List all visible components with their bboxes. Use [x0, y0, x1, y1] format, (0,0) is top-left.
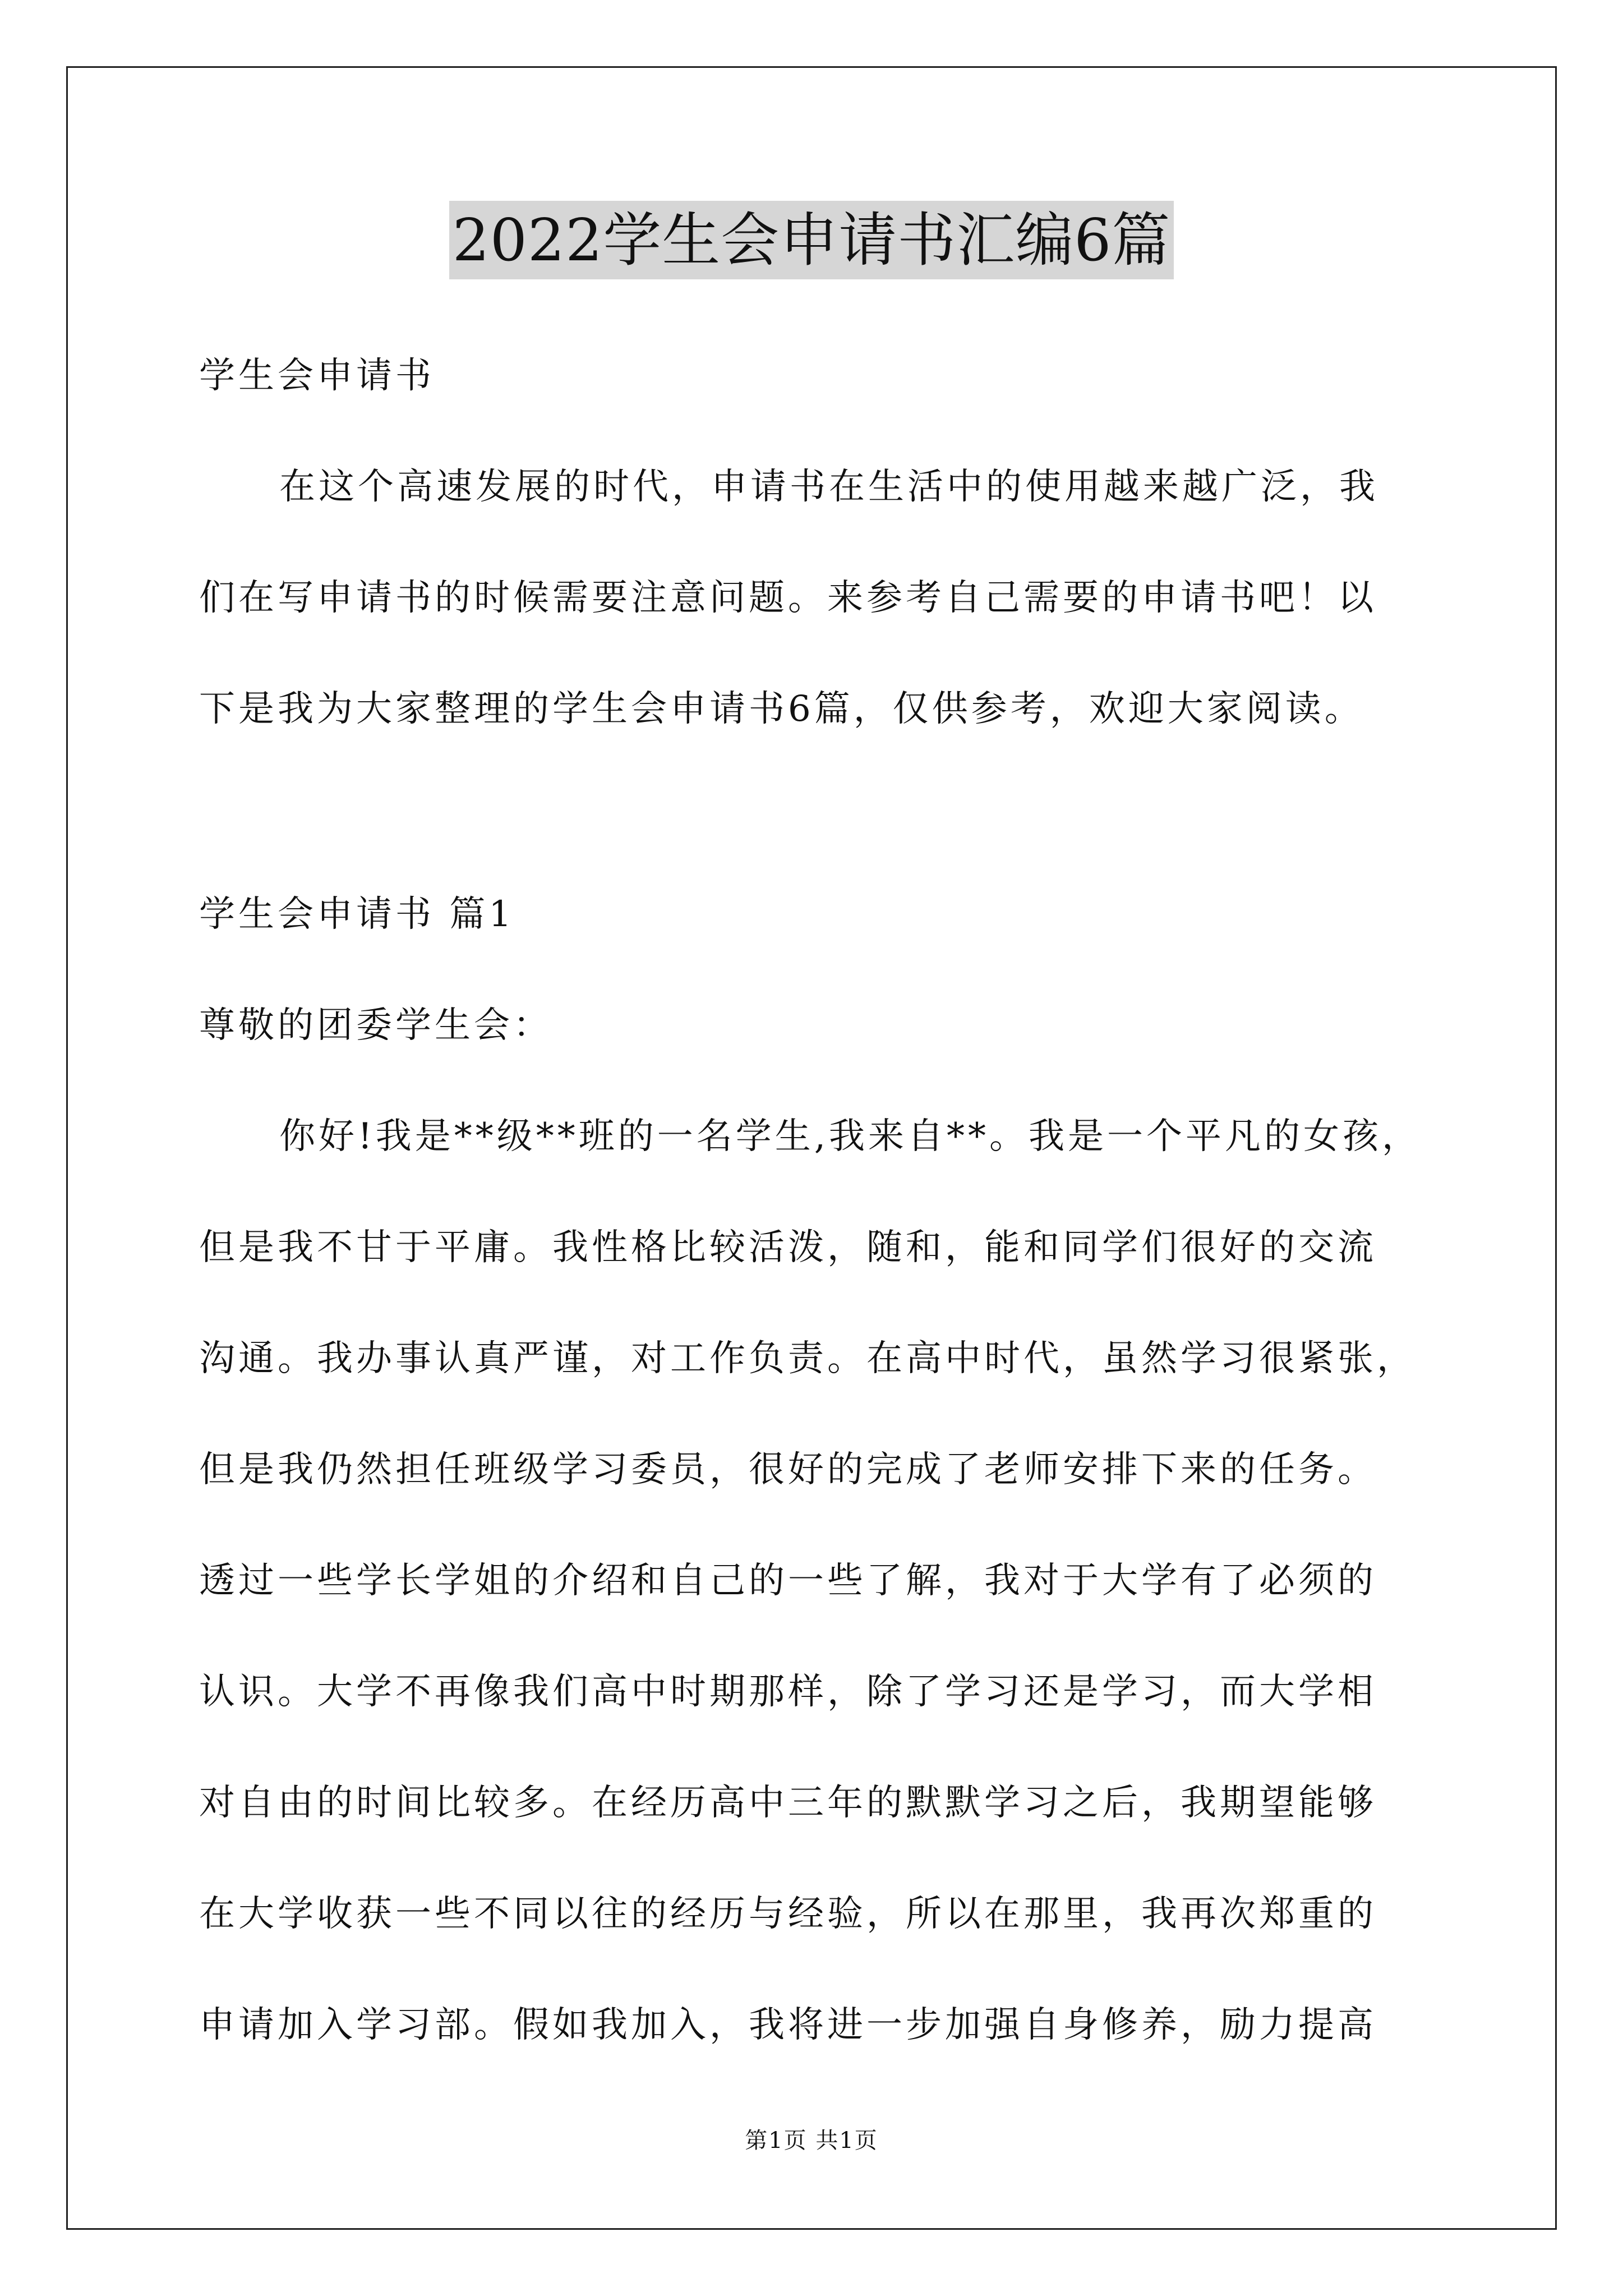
body-line: 沟通。我办事认真严谨，对工作负责。在高中时代，虽然学习很紧张， [199, 1338, 1416, 1379]
intro-line: 们在写申请书的时候需要注意问题。来参考自己需要的申请书吧！以 [199, 577, 1377, 619]
intro-line: 下是我为大家整理的学生会申请书6篇，仅供参考，欢迎大家阅读。 [199, 688, 1364, 730]
salutation: 尊敬的团委学生会： [199, 1005, 552, 1046]
title-container [0, 201, 1623, 279]
document-title: 2022学生会申请书汇编6篇 [449, 201, 1174, 279]
body-line: 但是我仍然担任班级学习委员，很好的完成了老师安排下来的任务。 [199, 1449, 1377, 1490]
body-line: 你好!我是**级**班的一名学生,我来自**。我是一个平凡的女孩， [279, 1116, 1422, 1157]
intro-heading: 学生会申请书 [199, 355, 435, 397]
body-line: 在大学收获一些不同以往的经历与经验，所以在那里，我再次郑重的 [199, 1893, 1377, 1935]
body-line: 透过一些学长学姐的介绍和自己的一些了解，我对于大学有了必须的 [199, 1560, 1377, 1602]
intro-line: 在这个高速发展的时代，申请书在生活中的使用越来越广泛，我 [279, 466, 1378, 508]
section-heading: 学生会申请书 篇1 [199, 894, 515, 935]
body-line: 认识。大学不再像我们高中时期那样，除了学习还是学习，而大学相 [199, 1671, 1377, 1713]
body-line: 申请加入学习部。假如我加入，我将进一步加强自身修养，励力提高 [199, 2004, 1377, 2046]
body-line: 对自由的时间比较多。在经历高中三年的默默学习之后，我期望能够 [199, 1782, 1377, 1824]
page-footer: 第1页 共1页 [745, 2128, 878, 2154]
body-line: 但是我不甘于平庸。我性格比较活泼，随和，能和同学们很好的交流 [199, 1227, 1377, 1268]
